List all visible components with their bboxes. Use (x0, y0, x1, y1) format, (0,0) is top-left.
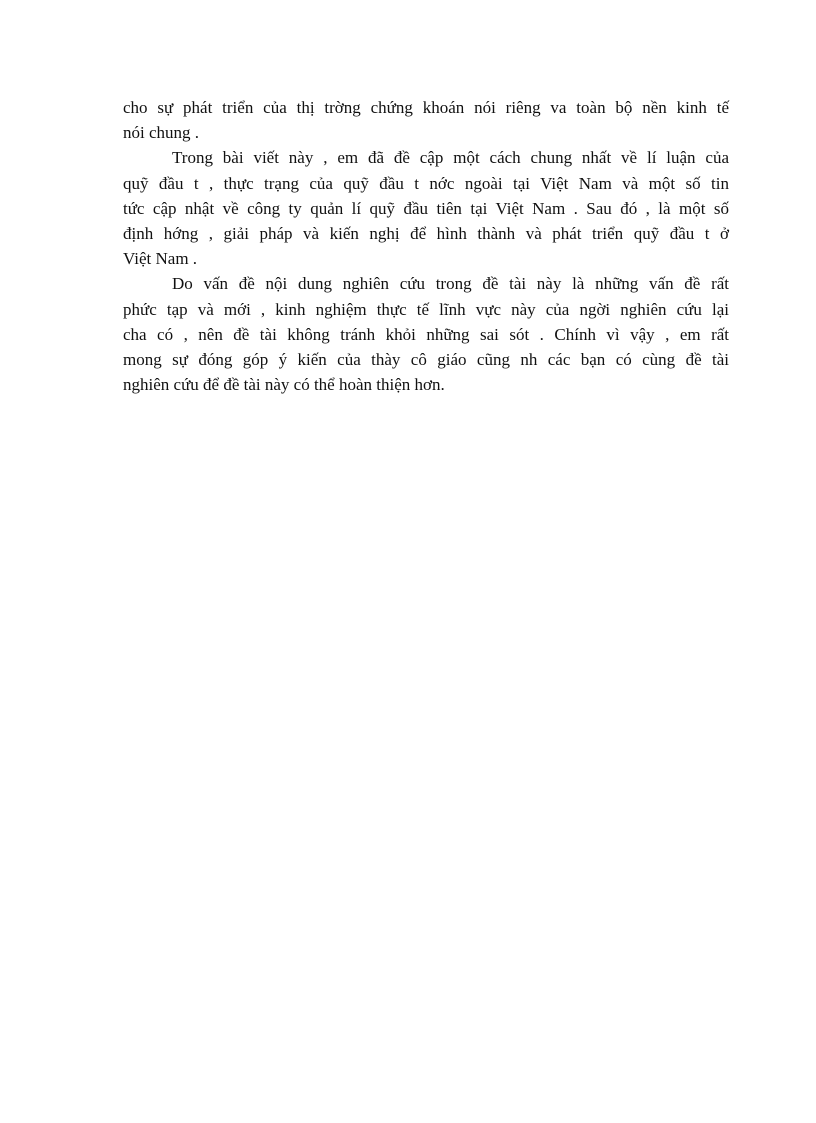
paragraph-2-line-2: quỹ đầu t , thực trạng của quỹ đầu t nớc ngoài tại Việt Nam và một số tin (123, 173, 729, 193)
paragraph-3-line-1: Do vấn đề nội dung nghiên cứu trong đề tài này là những vấn đề rất (172, 274, 729, 294)
paragraph-1 (123, 95, 729, 145)
paragraph-2-line-5: Việt Nam . (123, 249, 198, 269)
paragraph-2 (123, 145, 729, 271)
paragraph-3-line-2: phức tạp và mới , kinh nghiệm thực tế lĩnh vực này của ngời nghiên cứu lại (123, 299, 729, 319)
paragraph-3-line-5: nghiên cứu để đề tài này có thể hoàn thiện hơn. (123, 375, 445, 395)
paragraph-2-line-1: Trong bài viết này , em đã đề cập một cách chung nhất về lí luận của (172, 148, 729, 168)
paragraph-2-line-3: tức cập nhật về công ty quản lí quỹ đầu tiên tại Việt Nam . Sau đó , là một số (123, 198, 729, 218)
body-text (123, 95, 729, 397)
paragraph-1-line-2: nói chung . (123, 123, 200, 143)
paragraph-2-line-4: định hớng , giải pháp và kiến nghị để hình thành và phát triển quỹ đầu t ở (123, 223, 729, 243)
paragraph-3 (123, 271, 729, 397)
paragraph-3-line-4: mong sự đóng góp ý kiến của thày cô giáo cũng nh các bạn có cùng đề tài (123, 349, 729, 369)
paragraph-1-line-1: cho sự phát triển của thị trờng chứng khoán nói riêng va toàn bộ nền kinh tế (123, 98, 729, 117)
paragraph-3-line-3: cha có , nên đề tài không tránh khỏi những sai sót . Chính vì vậy , em rất (123, 324, 729, 344)
